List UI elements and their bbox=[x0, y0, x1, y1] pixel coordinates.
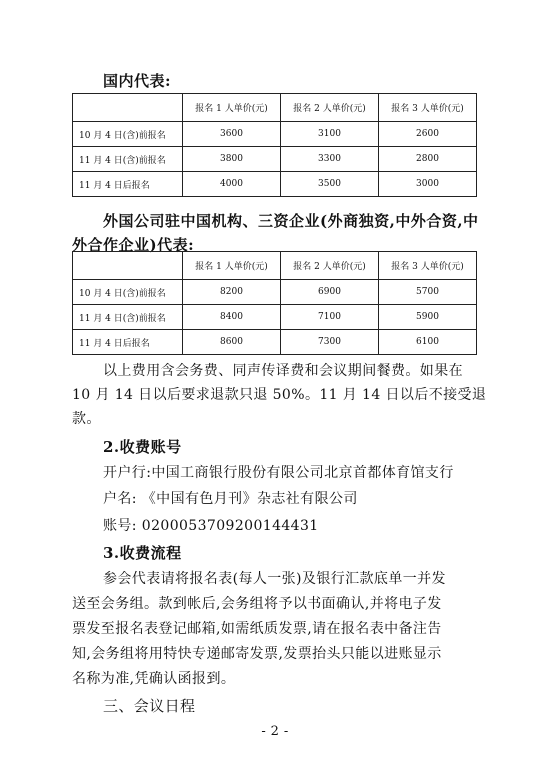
table-header-row bbox=[73, 94, 477, 122]
fee-note-line: 以上费用含会务费、同声传译费和会议期间餐费。如果在 bbox=[103, 363, 463, 379]
row-label: 11 月 4 日(含)前报名 bbox=[73, 305, 183, 330]
price-cell: 5900 bbox=[379, 305, 477, 330]
price-cell: 7300 bbox=[281, 330, 379, 355]
price-cell: 4000 bbox=[183, 172, 281, 197]
page-number: - 2 - bbox=[261, 724, 289, 739]
process-line: 知,会务组将用特快专递邮寄发票,发票抬头只能以进账显示 bbox=[72, 646, 442, 662]
table-row bbox=[73, 147, 477, 172]
price-cell: 3500 bbox=[281, 172, 379, 197]
price-cell: 3800 bbox=[183, 147, 281, 172]
domestic-fee-table bbox=[72, 93, 477, 197]
header-cell: 报名 3 人单价(元) bbox=[379, 252, 477, 280]
account-name: 户名: 《中国有色月刊》杂志社有限公司 bbox=[103, 491, 358, 507]
price-cell: 3100 bbox=[281, 122, 379, 147]
row-label: 10 月 4 日(含)前报名 bbox=[73, 280, 183, 305]
row-label: 11 月 4 日后报名 bbox=[73, 330, 183, 355]
section-title-meeting-schedule: 三、会议日程 bbox=[103, 697, 196, 715]
foreign-fee-table bbox=[72, 251, 477, 355]
fee-note-line: 款。 bbox=[72, 411, 101, 427]
header-cell: 报名 1 人单价(元) bbox=[183, 252, 281, 280]
row-label: 10 月 4 日(含)前报名 bbox=[73, 122, 183, 147]
row-label: 11 月 4 日后报名 bbox=[73, 172, 183, 197]
header-cell: 报名 3 人单价(元) bbox=[379, 94, 477, 122]
section-title-payment-process: 3.收费流程 bbox=[103, 544, 182, 562]
price-cell: 3300 bbox=[281, 147, 379, 172]
process-line: 参会代表请将报名表(每人一张)及银行汇款底单一并发 bbox=[103, 571, 446, 587]
table-row bbox=[73, 122, 477, 147]
price-cell: 6100 bbox=[379, 330, 477, 355]
price-cell: 8600 bbox=[183, 330, 281, 355]
price-cell: 6900 bbox=[281, 280, 379, 305]
process-line: 送至会务组。款到帐后,会务组将予以书面确认,并将电子发 bbox=[72, 596, 442, 612]
header-cell bbox=[73, 252, 183, 280]
domestic-representatives-heading: 国内代表: bbox=[103, 72, 172, 90]
price-cell: 2600 bbox=[379, 122, 477, 147]
price-cell: 8200 bbox=[183, 280, 281, 305]
header-cell bbox=[73, 94, 183, 122]
price-cell: 3600 bbox=[183, 122, 281, 147]
foreign-representatives-heading-line2: 外合作企业)代表: bbox=[72, 236, 195, 254]
account-number: 账号: 0200053709200144431 bbox=[103, 518, 319, 534]
fee-note-line: 10 月 14 日以后要求退款只退 50%。11 月 14 日以后不接受退 bbox=[72, 387, 487, 403]
table-row bbox=[73, 330, 477, 355]
bank-name: 开户行:中国工商银行股份有限公司北京首都体育馆支行 bbox=[103, 465, 454, 481]
price-cell: 8400 bbox=[183, 305, 281, 330]
process-line: 名称为准,凭确认函报到。 bbox=[72, 671, 236, 687]
price-cell: 3000 bbox=[379, 172, 477, 197]
price-cell: 7100 bbox=[281, 305, 379, 330]
price-cell: 5700 bbox=[379, 280, 477, 305]
header-cell: 报名 1 人单价(元) bbox=[183, 94, 281, 122]
table-header-row bbox=[73, 252, 477, 280]
table-row bbox=[73, 172, 477, 197]
table-row bbox=[73, 305, 477, 330]
header-cell: 报名 2 人单价(元) bbox=[281, 94, 379, 122]
table-row bbox=[73, 280, 477, 305]
price-cell: 2800 bbox=[379, 147, 477, 172]
section-title-payment-account: 2.收费账号 bbox=[103, 438, 182, 456]
foreign-representatives-heading-line1: 外国公司驻中国机构、三资企业(外商独资,中外合资,中 bbox=[103, 212, 479, 230]
process-line: 票发至报名表登记邮箱,如需纸质发票,请在报名表中备注告 bbox=[72, 621, 442, 637]
header-cell: 报名 2 人单价(元) bbox=[281, 252, 379, 280]
row-label: 11 月 4 日(含)前报名 bbox=[73, 147, 183, 172]
